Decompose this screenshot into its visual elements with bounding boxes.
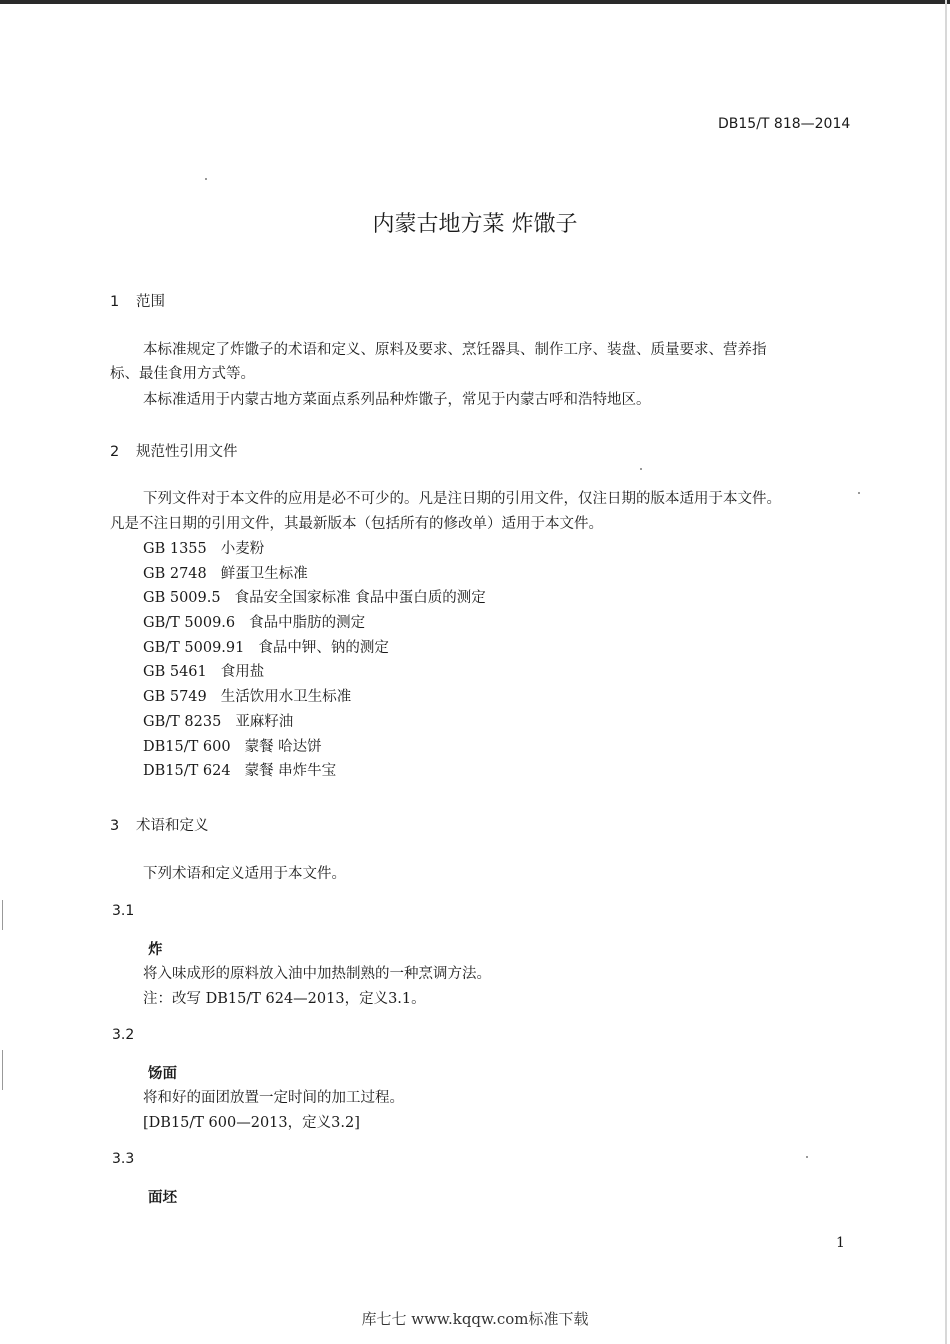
term-definition: 将入味成形的原料放入油中加热制熟的一种烹调方法。 [143,966,491,982]
standard-code: DB15/T 818—2014 [718,116,851,132]
reference-code: GB 2748 [143,565,207,582]
reference-title: 食用盐 [220,664,265,681]
reference-item [143,710,486,735]
scope-paragraph-line: 标、最佳食用方式等。 [110,366,255,382]
reference-code: GB 1355 [143,541,207,557]
reference-title: 亚麻籽油 [235,713,294,730]
section-title: 规范性引用文件 [136,444,238,460]
term-source: [DB15/T 600—2013，定义3.2] [143,1115,360,1131]
document-title: 内蒙古地方菜 炸馓子 [372,212,578,237]
watermark-footer: 库七七 www.kqqw.com标准下载 [361,1310,589,1328]
reference-title: 蒙餐 哈达饼 [244,738,322,755]
reference-title: 食品中脂肪的测定 [249,615,366,632]
page-number: 1 [836,1235,845,1251]
section-title: 术语和定义 [136,818,209,834]
normative-reference-list [143,537,486,784]
reference-item [143,685,486,710]
page-edge-shadow [945,0,947,1344]
reference-code: GB/T 5009.6 [143,615,236,632]
reference-code: GB 5749 [143,689,207,706]
term-note: 注：改写 DB15/T 624—2013，定义3.1。 [143,991,426,1007]
reference-item [143,759,486,784]
scope-applicability-paragraph: 本标准适用于内蒙古地方菜面点系列品种炸馓子，常见于内蒙古呼和浩特地区。 [143,392,651,408]
section-number: 3 [110,818,120,834]
scan-speck [2,900,3,930]
reference-title: 蒙餐 串炸牛宝 [244,763,337,780]
scope-paragraph-line: 本标准规定了炸馓子的术语和定义、原料及要求、烹饪器具、制作工序、装盘、质量要求、营养指 [143,342,767,358]
section-1-heading [110,290,165,311]
clause-number: 3.1 [112,903,135,919]
term-name: 面坯 [148,1190,177,1206]
section-3-heading [110,814,209,835]
section-title: 范围 [136,294,165,310]
reference-title: 食品中钾、钠的测定 [258,639,389,656]
reference-code: GB 5461 [143,664,207,681]
clause-number: 3.2 [112,1027,135,1043]
reference-code: GB/T 5009.91 [143,639,245,656]
reference-code: DB15/T 624 [143,763,231,780]
page-top-border [0,0,950,4]
scan-speck [806,1156,808,1158]
reference-title: 生活饮用水卫生标准 [220,689,352,706]
reference-item [143,611,486,636]
reference-code: GB/T 8235 [143,713,222,730]
reference-item [143,586,486,611]
references-intro-line: 凡是不注日期的引用文件，其最新版本（包括所有的修改单）适用于本文件。 [110,516,603,532]
terms-intro: 下列术语和定义适用于本文件。 [143,866,346,882]
reference-title: 小麦粉 [220,541,265,557]
reference-title: 食品安全国家标准 食品中蛋白质的测定 [234,590,486,607]
reference-item [143,735,486,760]
scan-speck [640,468,642,470]
section-2-heading [110,440,238,461]
reference-code: DB15/T 600 [143,738,231,755]
reference-item [143,660,486,685]
reference-code: GB 5009.5 [143,590,221,607]
section-number: 1 [110,294,120,310]
scan-speck [205,178,207,180]
reference-item [143,537,486,562]
reference-item [143,636,486,661]
reference-item [143,562,486,587]
clause-number: 3.3 [112,1151,135,1167]
references-intro-line: 下列文件对于本文件的应用是必不可少的。凡是注日期的引用文件，仅注日期的版本适用于本文件。 [143,491,781,507]
term-name: 炸 [148,942,163,958]
term-definition: 将和好的面团放置一定时间的加工过程。 [143,1090,404,1106]
scan-speck [858,492,860,494]
scan-speck [2,1050,3,1090]
term-name: 饧面 [148,1066,177,1082]
reference-title: 鲜蛋卫生标准 [220,565,308,582]
section-number: 2 [110,444,120,460]
